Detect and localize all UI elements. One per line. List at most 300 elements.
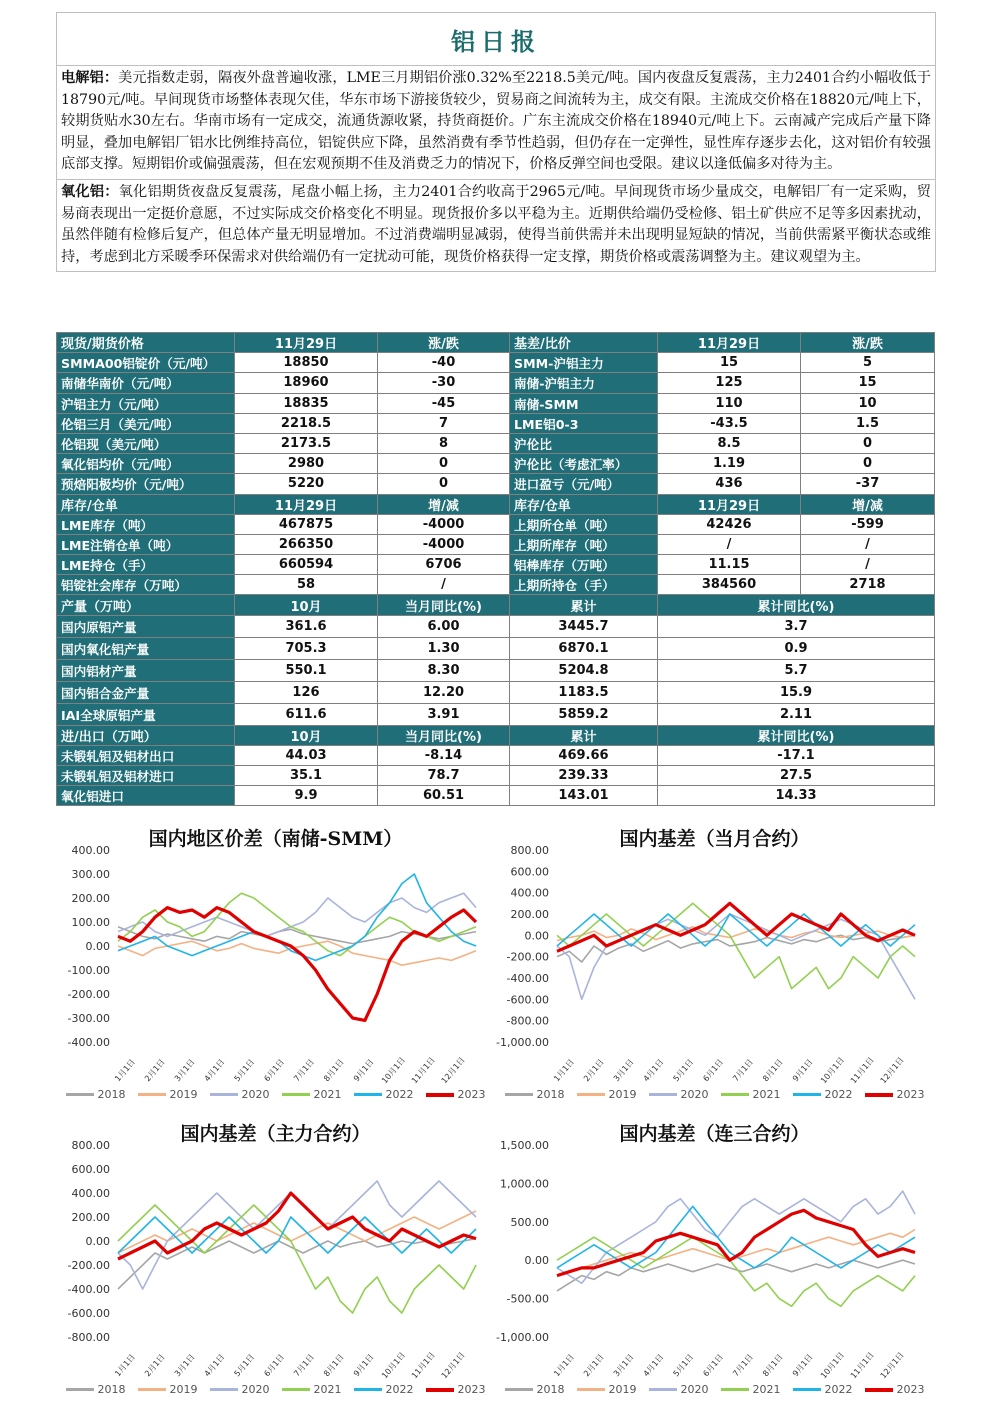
legend-label: 2018 <box>97 1088 126 1101</box>
x-tick-label: 3月1日 <box>611 1352 636 1379</box>
table-cell: 9.9 <box>235 786 378 806</box>
table-row <box>57 393 935 413</box>
x-tick-label: 5月1日 <box>232 1057 257 1084</box>
table-cell: 18850 <box>235 353 378 373</box>
x-tick-label: 5月1日 <box>671 1057 696 1084</box>
legend-item <box>426 1088 486 1101</box>
y-tick-label: 800.00 <box>71 1139 110 1152</box>
series-line-2021 <box>557 1237 915 1306</box>
x-tick-label: 12月1日 <box>439 1055 467 1086</box>
table-cell: 2718 <box>801 575 935 595</box>
paragraph-head: 氧化铝： <box>61 183 119 200</box>
table-cell: 15.9 <box>658 681 935 703</box>
table-row <box>57 766 935 786</box>
y-tick-label: 0.00 <box>524 929 549 943</box>
table-cell: / <box>658 534 801 554</box>
series-line-2018 <box>557 935 915 962</box>
row-label: 铝棒库存（万吨） <box>510 555 658 575</box>
table-row <box>57 681 935 703</box>
x-tick-label: 3月1日 <box>172 1352 197 1379</box>
legend-item <box>354 1088 414 1101</box>
table-cell: 60.51 <box>378 786 510 806</box>
x-tick-label: 7月1日 <box>292 1057 316 1084</box>
legend-item <box>793 1383 853 1396</box>
table-row <box>57 454 935 474</box>
column-header: 累计同比(%) <box>658 595 935 615</box>
table-cell: 266350 <box>235 534 378 554</box>
legend-item <box>865 1383 925 1396</box>
paragraph-text: 美元指数走弱，隔夜外盘普遍收涨，LME三月期铝价涨0.32%至2218.5美元/吨。国内夜盘反复震荡，主力2401合约小幅收低于18790元/吨。早间现货市场整体表现欠佳，华东市场下游接货较少，贸易商之间流转为主，成交有限。主流成交价格在18820元/吨上下，较期货贴水30左右。华南市场有一定成交，流通货源收紧，持货商挺价。广东主流成交价格在18940元/吨上下。云南减产完成后产量下降明显，叠加电解铝厂铝水比例维持高位，铝锭供应下降，虽然消费有季节性趋弱，但仍存在一定弹性，显性库存逐步去化，这对铝价有较强底部支撑。短期铝价或偏强震荡，但在宏观预期不佳及消费乏力的情况下，价格反弹空间也受限。建议以逢低偏多对待为主。 <box>61 70 931 173</box>
table-cell: 2218.5 <box>235 413 378 433</box>
legend-swatch <box>426 1093 454 1097</box>
legend-swatch <box>505 1388 533 1391</box>
y-tick-label: -500.00 <box>506 1292 549 1306</box>
y-tick-label: 200.00 <box>71 1211 110 1224</box>
table-cell: -8.14 <box>378 745 510 765</box>
row-label: SMM-沪铝主力 <box>510 353 658 373</box>
legend-label: 2019 <box>169 1088 198 1101</box>
table-cell: 35.1 <box>235 766 378 786</box>
legend-label: 2021 <box>752 1383 781 1396</box>
table-cell: 10 <box>801 393 935 413</box>
x-tick-label: 4月1日 <box>641 1057 666 1084</box>
y-tick-label: 100.00 <box>71 916 110 929</box>
table-cell: 27.5 <box>658 766 935 786</box>
row-label: 进口盈亏（元/吨） <box>510 474 658 494</box>
table-cell: 467875 <box>235 514 378 534</box>
table-cell: 110 <box>658 393 801 413</box>
column-header: 当月同比(%) <box>378 725 510 745</box>
row-label: 伦铝现（美元/吨） <box>57 433 235 453</box>
y-tick-label: -800.00 <box>67 1331 110 1344</box>
table-cell: 0 <box>378 474 510 494</box>
row-label: 国内铝合金产量 <box>57 681 235 703</box>
row-label: LME铝0-3 <box>510 413 658 433</box>
table-cell: 2.11 <box>658 703 935 725</box>
table-cell: 6870.1 <box>510 637 658 659</box>
row-label: 未锻轧铝及铝材出口 <box>57 745 235 765</box>
legend-label: 2021 <box>313 1383 342 1396</box>
table-cell: 6.00 <box>378 615 510 637</box>
column-header: 10月 <box>235 725 378 745</box>
y-tick-label: 500.00 <box>510 1215 549 1229</box>
row-label: 伦铝三月（美元/吨） <box>57 413 235 433</box>
x-tick-label: 2月1日 <box>582 1352 606 1379</box>
table-header-row <box>57 595 935 615</box>
x-tick-label: 6月1日 <box>701 1057 726 1084</box>
x-tick-label: 7月1日 <box>292 1352 316 1379</box>
legend-label: 2019 <box>608 1088 637 1101</box>
table-row <box>57 703 935 725</box>
row-label: 国内铝材产量 <box>57 659 235 681</box>
y-tick-label: 400.00 <box>71 844 110 857</box>
chart-title: 国内地区价差（南储-SMM） <box>148 828 403 850</box>
x-tick-label: 8月1日 <box>322 1057 346 1084</box>
series-line-2020 <box>557 914 915 999</box>
table-row <box>57 745 935 765</box>
table-cell: 705.3 <box>235 637 378 659</box>
paragraph-head: 电解铝： <box>61 70 119 86</box>
table-cell: 11.15 <box>658 555 801 575</box>
legend-label: 2020 <box>680 1383 709 1396</box>
y-tick-label: -200.00 <box>67 988 110 1001</box>
y-tick-label: 300.00 <box>71 868 110 881</box>
legend-swatch <box>282 1093 310 1096</box>
table-cell: 5 <box>801 353 935 373</box>
table-row <box>57 555 935 575</box>
legend-swatch <box>138 1388 166 1391</box>
legend-label: 2023 <box>457 1088 486 1101</box>
chart-svg <box>495 1115 934 1405</box>
column-header: 11月29日 <box>235 494 378 514</box>
table-cell: 1.19 <box>658 454 801 474</box>
legend-label: 2023 <box>896 1383 925 1396</box>
chart-legend <box>495 1088 934 1101</box>
legend-item <box>354 1383 414 1396</box>
legend-item <box>505 1383 565 1396</box>
legend-label: 2022 <box>824 1088 853 1101</box>
legend-label: 2022 <box>385 1383 414 1396</box>
legend-label: 2023 <box>457 1383 486 1396</box>
table-cell: -30 <box>378 373 510 393</box>
table-cell: 0.9 <box>658 637 935 659</box>
legend-swatch <box>721 1388 749 1391</box>
x-tick-label: 3月1日 <box>172 1057 197 1084</box>
table-cell: 143.01 <box>510 786 658 806</box>
legend-swatch <box>577 1388 605 1391</box>
x-tick-label: 11月1日 <box>409 1350 437 1381</box>
row-label: 上期所仓单（吨） <box>510 514 658 534</box>
legend-item <box>721 1383 781 1396</box>
row-label: 预焙阳极均价（元/吨） <box>57 474 235 494</box>
row-label: 沪铝主力（元/吨） <box>57 393 235 413</box>
legend-item <box>577 1088 637 1101</box>
x-tick-label: 7月1日 <box>731 1057 755 1084</box>
paragraph-alumina <box>57 180 935 271</box>
legend-swatch <box>426 1388 454 1392</box>
table-cell: 42426 <box>658 514 801 534</box>
report-title: 铝日报 <box>57 13 935 66</box>
x-tick-label: 12月1日 <box>878 1055 906 1086</box>
table-cell: / <box>801 534 935 554</box>
legend-swatch <box>721 1093 749 1096</box>
column-header: 库存/仓单 <box>57 494 235 514</box>
y-tick-label: -200.00 <box>67 1259 110 1272</box>
chart-basis-main <box>56 1115 495 1405</box>
column-header: 11月29日 <box>658 333 801 353</box>
table-header-row <box>57 725 935 745</box>
column-header: 累计 <box>510 725 658 745</box>
column-header: 涨/跌 <box>801 333 935 353</box>
table-cell: 18835 <box>235 393 378 413</box>
legend-item <box>210 1088 270 1101</box>
legend-swatch <box>865 1093 893 1097</box>
table-cell: 5204.8 <box>510 659 658 681</box>
chart-legend <box>56 1383 495 1396</box>
legend-label: 2020 <box>241 1383 270 1396</box>
table-cell: -4000 <box>378 534 510 554</box>
y-tick-label: 0.00 <box>85 1235 110 1248</box>
column-header: 增/减 <box>378 494 510 514</box>
legend-item <box>721 1088 781 1101</box>
table-row <box>57 413 935 433</box>
x-tick-label: 10月1日 <box>380 1350 408 1381</box>
y-tick-label: -1,000.00 <box>496 1036 549 1049</box>
table-cell: 0 <box>378 454 510 474</box>
x-tick-label: 9月1日 <box>790 1057 815 1084</box>
table-cell: 3.91 <box>378 703 510 725</box>
row-label: LME库存（吨） <box>57 514 235 534</box>
table-cell: 8.30 <box>378 659 510 681</box>
chart-svg <box>56 820 495 1110</box>
x-tick-label: 8月1日 <box>761 1057 785 1084</box>
y-tick-label: -600.00 <box>506 993 549 1007</box>
row-label: 上期所库存（吨） <box>510 534 658 554</box>
y-tick-label: 0.00 <box>524 1254 549 1268</box>
x-tick-label: 9月1日 <box>351 1352 376 1379</box>
table-header-row <box>57 494 935 514</box>
table-cell: 2173.5 <box>235 433 378 453</box>
column-header: 库存/仓单 <box>510 494 658 514</box>
series-line-2023 <box>118 1193 476 1259</box>
row-label: 南储-SMM <box>510 393 658 413</box>
x-tick-label: 11月1日 <box>409 1055 437 1086</box>
table-cell: 1.30 <box>378 637 510 659</box>
table-row <box>57 373 935 393</box>
column-header: 涨/跌 <box>378 333 510 353</box>
row-label: LME注销仓单（吨） <box>57 534 235 554</box>
legend-swatch <box>649 1093 677 1096</box>
y-tick-label: 200.00 <box>71 892 110 905</box>
x-tick-label: 10月1日 <box>380 1055 408 1086</box>
x-tick-label: 6月1日 <box>262 1057 287 1084</box>
row-label: 上期所持仓（手） <box>510 575 658 595</box>
column-header: 累计同比(%) <box>658 725 935 745</box>
table-cell: 78.7 <box>378 766 510 786</box>
column-header: 基差/比价 <box>510 333 658 353</box>
legend-item <box>138 1383 198 1396</box>
legend-swatch <box>793 1093 821 1096</box>
legend-swatch <box>138 1093 166 1096</box>
table-cell: 44.03 <box>235 745 378 765</box>
row-label: 沪伦比 <box>510 433 658 453</box>
chart-title: 国内基差（主力合约） <box>180 1123 371 1145</box>
legend-swatch <box>577 1093 605 1096</box>
table-cell: 550.1 <box>235 659 378 681</box>
x-tick-label: 9月1日 <box>790 1352 815 1379</box>
table-cell: 611.6 <box>235 703 378 725</box>
series-line-2019 <box>118 1211 476 1253</box>
y-tick-label: 0.00 <box>85 940 110 953</box>
legend-label: 2019 <box>169 1383 198 1396</box>
report-frame <box>56 12 936 272</box>
x-tick-label: 1月1日 <box>552 1352 576 1379</box>
legend-label: 2022 <box>824 1383 853 1396</box>
chart-regional-spread <box>56 820 495 1110</box>
row-label: 国内氧化铝产量 <box>57 637 235 659</box>
table-row <box>57 659 935 681</box>
legend-label: 2023 <box>896 1088 925 1101</box>
table-row <box>57 786 935 806</box>
table-cell: 15 <box>658 353 801 373</box>
row-label: 氧化铝均价（元/吨） <box>57 454 235 474</box>
table-cell: 58 <box>235 575 378 595</box>
charts-area <box>56 820 934 1403</box>
legend-swatch <box>505 1093 533 1096</box>
x-tick-label: 7月1日 <box>731 1352 755 1379</box>
x-tick-label: 2月1日 <box>143 1057 167 1084</box>
table-cell: 14.33 <box>658 786 935 806</box>
x-tick-label: 5月1日 <box>671 1352 696 1379</box>
x-tick-label: 6月1日 <box>701 1352 726 1379</box>
x-tick-label: 9月1日 <box>351 1057 376 1084</box>
table-cell: 0 <box>801 454 935 474</box>
table-cell: 8 <box>378 433 510 453</box>
table-cell: / <box>801 555 935 575</box>
y-tick-label: -1,000.00 <box>496 1331 549 1344</box>
table-row <box>57 534 935 554</box>
table-row <box>57 353 935 373</box>
y-tick-label: -200.00 <box>506 950 549 964</box>
legend-item <box>793 1088 853 1101</box>
legend-label: 2019 <box>608 1383 637 1396</box>
row-label: 铝锭社会库存（万吨） <box>57 575 235 595</box>
table-cell: 3445.7 <box>510 615 658 637</box>
table-cell: 3.7 <box>658 615 935 637</box>
table-cell: 125 <box>658 373 801 393</box>
y-tick-label: 400.00 <box>510 886 549 900</box>
table-cell: 1183.5 <box>510 681 658 703</box>
x-tick-label: 5月1日 <box>232 1352 257 1379</box>
table-row <box>57 433 935 453</box>
column-header: 累计 <box>510 595 658 615</box>
table-row <box>57 474 935 494</box>
row-label: 南储华南价（元/吨） <box>57 373 235 393</box>
column-header: 11月29日 <box>658 494 801 514</box>
table-cell: 126 <box>235 681 378 703</box>
legend-label: 2018 <box>536 1088 565 1101</box>
table-cell: 6706 <box>378 555 510 575</box>
legend-swatch <box>282 1388 310 1391</box>
x-tick-label: 12月1日 <box>439 1350 467 1381</box>
legend-swatch <box>354 1093 382 1096</box>
y-tick-label: -100.00 <box>67 964 110 977</box>
table-cell: -17.1 <box>658 745 935 765</box>
table-cell: / <box>378 575 510 595</box>
y-tick-label: -400.00 <box>67 1283 110 1296</box>
x-tick-label: 3月1日 <box>611 1057 636 1084</box>
legend-label: 2022 <box>385 1088 414 1101</box>
table-cell: 18960 <box>235 373 378 393</box>
row-label: 国内原铝产量 <box>57 615 235 637</box>
chart-basis-third <box>495 1115 934 1405</box>
legend-item <box>577 1383 637 1396</box>
column-header: 产量（万吨） <box>57 595 235 615</box>
chart-basis-spot-month <box>495 820 934 1110</box>
x-tick-label: 10月1日 <box>819 1055 847 1086</box>
legend-label: 2018 <box>536 1383 565 1396</box>
table-cell: 12.20 <box>378 681 510 703</box>
y-tick-label: 1,500.00 <box>500 1139 549 1152</box>
y-tick-label: -800.00 <box>506 1014 549 1028</box>
x-tick-label: 2月1日 <box>143 1352 167 1379</box>
table-header-row <box>57 333 935 353</box>
column-header: 11月29日 <box>235 333 378 353</box>
chart-svg <box>56 1115 495 1405</box>
legend-item <box>505 1088 565 1101</box>
x-tick-label: 4月1日 <box>641 1352 666 1379</box>
table-row <box>57 615 935 637</box>
chart-legend <box>495 1383 934 1396</box>
table-cell: 1.5 <box>801 413 935 433</box>
table-cell: 2980 <box>235 454 378 474</box>
y-tick-label: 1,000.00 <box>500 1177 549 1191</box>
column-header: 增/减 <box>801 494 935 514</box>
legend-swatch <box>66 1093 94 1096</box>
table-cell: -599 <box>801 514 935 534</box>
table-cell: -4000 <box>378 514 510 534</box>
table-cell: 436 <box>658 474 801 494</box>
x-tick-label: 11月1日 <box>848 1350 876 1381</box>
x-tick-label: 4月1日 <box>202 1057 227 1084</box>
table-row <box>57 514 935 534</box>
row-label: SMMA00铝锭价（元/吨） <box>57 353 235 373</box>
row-label: IAI全球原铝产量 <box>57 703 235 725</box>
column-header: 现货/期货价格 <box>57 333 235 353</box>
x-tick-label: 4月1日 <box>202 1352 227 1379</box>
table-cell: 384560 <box>658 575 801 595</box>
legend-item <box>210 1383 270 1396</box>
legend-item <box>426 1383 486 1396</box>
table-cell: 239.33 <box>510 766 658 786</box>
legend-item <box>138 1088 198 1101</box>
table-cell: 5.7 <box>658 659 935 681</box>
legend-label: 2021 <box>313 1088 342 1101</box>
table-cell: 5859.2 <box>510 703 658 725</box>
legend-item <box>282 1383 342 1396</box>
chart-svg <box>495 820 934 1110</box>
legend-swatch <box>649 1388 677 1391</box>
legend-label: 2020 <box>241 1088 270 1101</box>
table-cell: 5220 <box>235 474 378 494</box>
x-tick-label: 2月1日 <box>582 1057 606 1084</box>
legend-label: 2020 <box>680 1088 709 1101</box>
x-tick-label: 12月1日 <box>878 1350 906 1381</box>
legend-item <box>282 1088 342 1101</box>
y-tick-label: -600.00 <box>67 1307 110 1320</box>
table-cell: 15 <box>801 373 935 393</box>
table-cell: 469.66 <box>510 745 658 765</box>
x-tick-label: 11月1日 <box>848 1055 876 1086</box>
legend-label: 2021 <box>752 1088 781 1101</box>
chart-title: 国内基差（当月合约） <box>619 828 810 850</box>
y-tick-label: 200.00 <box>510 908 549 921</box>
table-cell: 7 <box>378 413 510 433</box>
x-tick-label: 1月1日 <box>113 1057 137 1084</box>
legend-label: 2018 <box>97 1383 126 1396</box>
legend-swatch <box>210 1388 238 1391</box>
legend-swatch <box>865 1388 893 1392</box>
legend-swatch <box>354 1388 382 1391</box>
chart-title: 国内基差（连三合约） <box>619 1123 810 1145</box>
table-cell: 660594 <box>235 555 378 575</box>
x-tick-label: 8月1日 <box>322 1352 346 1379</box>
y-tick-label: 600.00 <box>71 1163 110 1176</box>
column-header: 进/出口（万吨） <box>57 725 235 745</box>
table-row <box>57 575 935 595</box>
y-tick-label: 600.00 <box>510 865 549 879</box>
market-data-table <box>56 332 935 806</box>
